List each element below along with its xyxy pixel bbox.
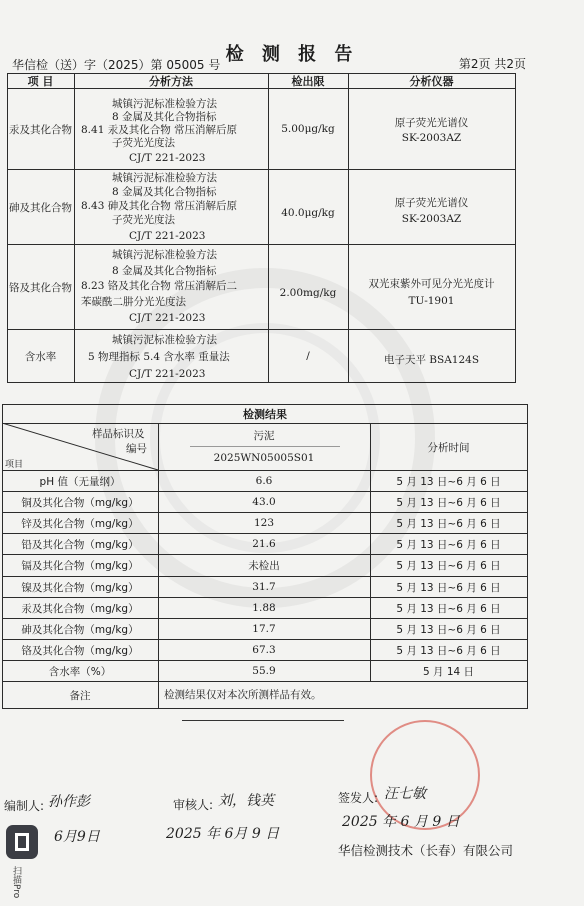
result-value: 未检出 — [248, 559, 280, 572]
result-value: 6.6 — [255, 475, 273, 487]
instrument-model: TU-1901 — [408, 294, 455, 307]
result-value: 55.9 — [252, 665, 276, 677]
result-value: 1.88 — [252, 602, 276, 614]
method-line: 8.41 汞及其化合物 常压消解后原 — [81, 124, 238, 136]
instrument-name: 原子荧光光谱仪 — [394, 196, 469, 209]
analysis-time-header: 分析时间 — [427, 441, 470, 454]
method-line: CJ/T 221-2023 — [129, 312, 206, 324]
sample-id: 2025WN05005S01 — [213, 452, 315, 464]
editor-signature: 孙作彭 — [48, 794, 90, 810]
result-item: pH 值（无量纲） — [39, 475, 121, 488]
sample-name: 污泥 — [253, 429, 275, 442]
corner-label-bottom: 项目 — [5, 460, 24, 470]
reviewer-label: 审核人: — [173, 798, 214, 812]
header-item: 项 目 — [27, 75, 54, 88]
header-method: 分析方法 — [149, 75, 193, 88]
detection-limit: 5.00μg/kg — [281, 122, 335, 135]
row-item: 含水率 — [24, 350, 57, 363]
editor-date: 6月9日 — [54, 829, 100, 845]
result-item: 镉及其化合物（mg/kg） — [21, 559, 139, 572]
method-line: 8 金属及其化合物指标 — [112, 186, 217, 198]
method-line: CJ/T 221-2023 — [129, 230, 206, 242]
company-name: 华信检测技术（长春）有限公司 — [338, 843, 514, 858]
detection-limit: 2.00mg/kg — [279, 286, 337, 299]
row-item: 铬及其化合物 — [9, 281, 72, 294]
method-line: CJ/T 221-2023 — [129, 152, 206, 164]
results-title: 检测结果 — [243, 407, 287, 421]
result-item: 砷及其化合物（mg/kg） — [21, 623, 139, 636]
result-time: 5 月 13 日~6 月 6 日 — [396, 581, 501, 594]
detection-limit: 40.0μg/kg — [281, 206, 335, 219]
result-time: 5 月 13 日~6 月 6 日 — [396, 644, 501, 657]
result-time: 5 月 13 日~6 月 6 日 — [396, 623, 501, 636]
method-line: 8.43 砷及其化合物 常压消解后原 — [81, 200, 238, 212]
row-item: 汞及其化合物 — [9, 123, 72, 136]
report-number: 华信检（送）字（2025）第 05005 号 — [12, 58, 221, 72]
issuer-date: 2025 年 6 月 9 日 — [342, 814, 460, 830]
method-line: 8.23 铬及其化合物 常压消解后二 — [81, 280, 238, 292]
result-item: 铬及其化合物（mg/kg） — [21, 644, 139, 657]
method-line: 苯碳酰二肼分光光度法 — [81, 296, 186, 308]
issuer-signature: 汪七敏 — [384, 786, 426, 802]
method-line: 5 物理指标 5.4 含水率 重量法 — [88, 351, 230, 363]
result-item: 铅及其化合物（mg/kg） — [21, 538, 139, 551]
method-line: 城镇污泥标准检验方法 — [112, 334, 217, 346]
page-number: 第2页 共2页 — [458, 57, 526, 71]
issuer-label: 签发人: — [338, 791, 379, 805]
result-value: 123 — [253, 517, 275, 529]
method-line: CJ/T 221-2023 — [129, 368, 206, 380]
result-time: 5 月 13 日~6 月 6 日 — [396, 602, 501, 615]
result-time: 5 月 13 日~6 月 6 日 — [396, 517, 501, 530]
result-item: 汞及其化合物（mg/kg） — [21, 602, 139, 615]
row-item: 砷及其化合物 — [9, 201, 72, 214]
method-line: 城镇污泥标准检验方法 — [112, 172, 217, 184]
result-time: 5 月 13 日~6 月 6 日 — [396, 538, 501, 551]
result-item: 含水率（%） — [48, 665, 112, 678]
app-label: 扫描Pro — [11, 866, 21, 899]
result-item: 铜及其化合物（mg/kg） — [21, 496, 139, 509]
result-time: 5 月 13 日~6 月 6 日 — [396, 496, 501, 509]
method-line: 城镇污泥标准检验方法 — [112, 249, 217, 261]
corner-label-top: 样品标识及 — [92, 428, 145, 440]
instrument-name: 双光束紫外可见分光光度计 — [368, 277, 495, 290]
divider — [182, 720, 344, 721]
result-value: 17.7 — [252, 623, 276, 635]
result-value: 43.0 — [252, 496, 276, 508]
report-title: 检 测 报 告 — [225, 44, 359, 65]
result-value: 31.7 — [252, 581, 276, 593]
method-line: 子荧光光度法 — [112, 137, 175, 149]
reviewer-date: 2025 年 6月 9 日 — [166, 826, 280, 842]
result-time: 5 月 13 日~6 月 6 日 — [396, 559, 501, 572]
instrument-model: SK-2003AZ — [401, 131, 462, 144]
method-line: 8 金属及其化合物指标 — [112, 265, 217, 277]
result-value: 21.6 — [252, 538, 276, 550]
instrument-model: SK-2003AZ — [401, 212, 462, 225]
result-time: 5 月 13 日~6 月 6 日 — [396, 475, 501, 488]
editor-label: 编制人: — [4, 799, 45, 813]
result-item: 锌及其化合物（mg/kg） — [21, 517, 139, 530]
method-line: 城镇污泥标准检验方法 — [112, 98, 217, 110]
instrument-name: 原子荧光光谱仪 — [394, 116, 469, 129]
remark-label: 备注 — [69, 689, 91, 702]
method-line: 8 金属及其化合物指标 — [112, 111, 217, 123]
detection-limit: / — [306, 349, 310, 362]
result-value: 67.3 — [252, 644, 276, 656]
scanner-app-icon[interactable] — [6, 825, 38, 859]
result-time: 5 月 14 日 — [422, 665, 475, 678]
remark-text: 检测结果仅对本次所测样品有效。 — [164, 689, 322, 701]
header-instrument: 分析仪器 — [409, 75, 454, 88]
method-line: 子荧光光度法 — [112, 214, 175, 226]
header-limit: 检出限 — [291, 75, 325, 88]
corner-label-mid: 编号 — [126, 443, 147, 455]
instrument-name: 电子天平 BSA124S — [383, 353, 480, 366]
reviewer-signature: 刘，钱英 — [218, 793, 274, 809]
result-item: 镍及其化合物（mg/kg） — [21, 581, 139, 594]
